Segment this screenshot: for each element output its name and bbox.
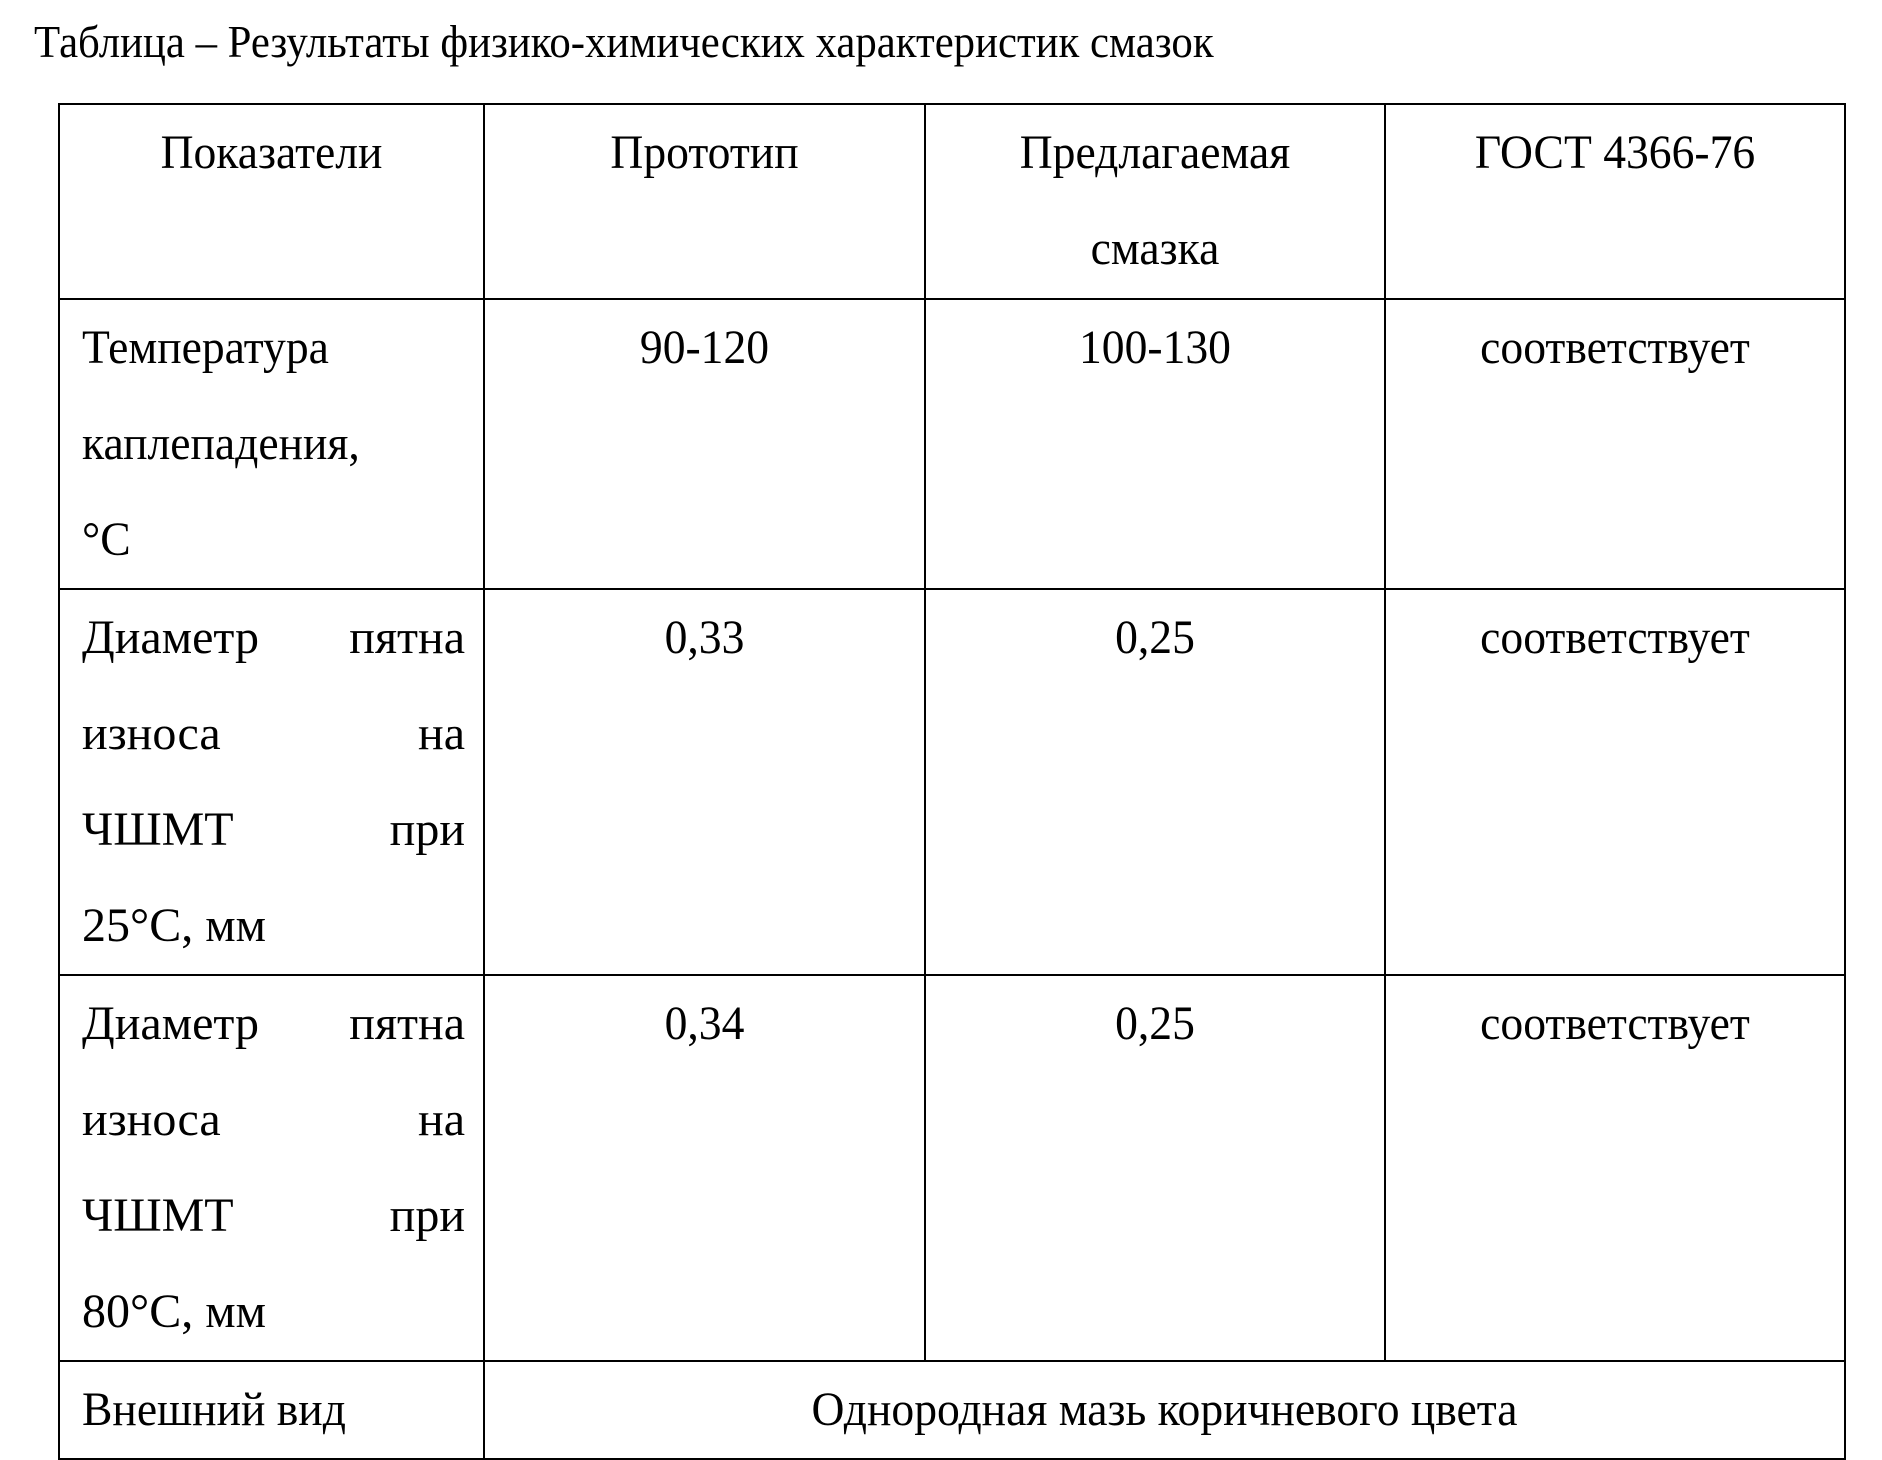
table-row	[59, 589, 1845, 975]
prototype-value: 0,33	[484, 589, 925, 975]
header-prototype: Прототип	[484, 104, 925, 299]
header-row	[59, 104, 1845, 299]
results-table	[58, 103, 1846, 1460]
header-indicators: Показатели	[59, 104, 484, 299]
indicator-dropping-point: Температура каплепадения, °С	[59, 299, 484, 589]
gost-value: соответствует	[1385, 975, 1845, 1361]
header-proposed: Предлагаемая смазка	[925, 104, 1385, 299]
appearance-value: Однородная мазь коричневого цвета	[484, 1361, 1845, 1459]
table-row	[59, 1361, 1845, 1459]
gost-value: соответствует	[1385, 299, 1845, 589]
prototype-value: 90-120	[484, 299, 925, 589]
indicator-wear-80c: Диаметр пятна износа на ЧШМТ при 80°С, мм	[59, 975, 484, 1361]
table-row	[59, 975, 1845, 1361]
indicator-wear-25c: Диаметр пятна износа на ЧШМТ при 25°С, мм	[59, 589, 484, 975]
gost-value: соответствует	[1385, 589, 1845, 975]
header-gost: ГОСТ 4366-76	[1385, 104, 1845, 299]
table-row	[59, 299, 1845, 589]
proposed-value: 0,25	[925, 589, 1385, 975]
indicator-appearance: Внешний вид	[59, 1361, 484, 1459]
proposed-value: 0,25	[925, 975, 1385, 1361]
prototype-value: 0,34	[484, 975, 925, 1361]
table-caption: Таблица – Результаты физико-химических характеристик смазок	[34, 16, 1214, 67]
proposed-value: 100-130	[925, 299, 1385, 589]
